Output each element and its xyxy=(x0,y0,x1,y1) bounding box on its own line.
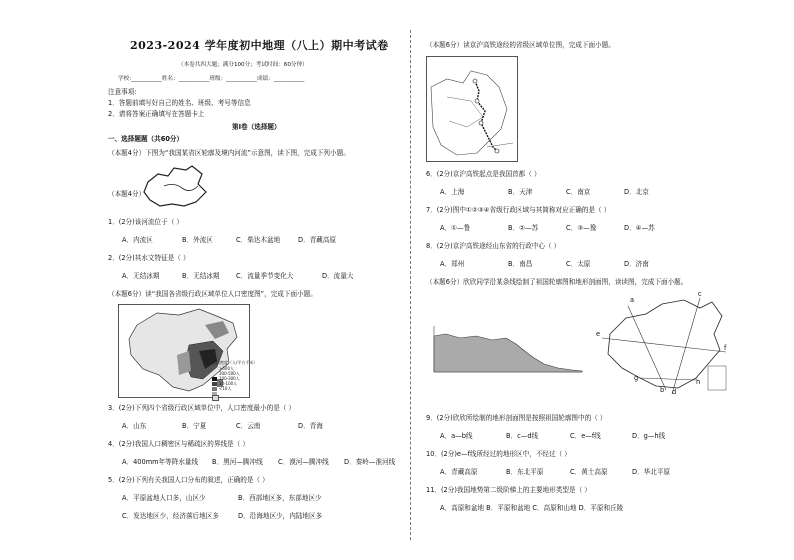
question-9: 9．(2分)欣欣所绘制的地形剖面图是按照祖国轮廓图中的（ ） xyxy=(426,414,607,422)
map-letter-h: h xyxy=(696,378,701,386)
q3-option-c[interactable]: C．云南 xyxy=(236,422,261,430)
q2-option-c[interactable]: C．流量季节变化大 xyxy=(236,272,294,280)
q4-option-d[interactable]: D．秦岭—淮河线 xyxy=(344,458,396,466)
map-letter-b: b xyxy=(660,386,665,394)
q10-option-b[interactable]: B．东北平原 xyxy=(506,468,544,476)
question-1: 1．(2分)该河流位于（ ） xyxy=(108,218,183,226)
note-item-2: 2．请将答案正确填写在答题卡上 xyxy=(108,110,205,118)
legend-label-1: >500人 xyxy=(219,366,234,371)
q4-option-b[interactable]: B．黑河—腾冲线 xyxy=(212,458,263,466)
question-intro-1-tag: （本题4分） xyxy=(108,190,146,198)
q4-option-c[interactable]: C．漠河—腾冲线 xyxy=(278,458,329,466)
q10-option-d[interactable]: D．华北平原 xyxy=(632,468,671,476)
right-column xyxy=(410,0,794,560)
map-letter-g: g xyxy=(634,374,639,382)
question-intro-3: （本题6分）读京沪高铁途经的省级区域单位图，完成下面小题。 xyxy=(426,41,615,49)
q7-option-a[interactable]: A．①—鲁 xyxy=(440,224,471,232)
q1-option-d[interactable]: D．青藏高原 xyxy=(298,236,337,244)
student-info-fields[interactable]: 学校:___________姓名：___________班级：___________成绩：___________ xyxy=(118,76,305,82)
question-6: 6．(2分)京沪高铁起点是我国首都（ ） xyxy=(426,170,541,178)
q5-option-a[interactable]: A．平原盆地人口多，山区少 xyxy=(122,494,206,502)
question-4: 4．(2分)我国人口稠密区与稀疏区的界线是（ ） xyxy=(108,440,249,448)
question-3: 3．(2分)下列四个省级行政区域单位中，人口密度最小的是（ ） xyxy=(108,404,296,412)
note-item-1: 1．答题前填写好自己的姓名、班级、考号等信息 xyxy=(108,99,251,107)
q7-option-d[interactable]: D．④—苏 xyxy=(624,224,655,232)
q6-option-d[interactable]: D．北京 xyxy=(624,188,649,196)
q10-option-a[interactable]: A．青藏高原 xyxy=(440,468,478,476)
exam-subtitle: （本卷共四大题；满分100分；考试时间：60分钟） xyxy=(178,62,308,68)
map-letter-e: e xyxy=(596,330,601,338)
terrain-profile-chart xyxy=(426,324,586,376)
q8-option-b[interactable]: B．南昌 xyxy=(508,260,533,268)
section-title: 第Ⅰ卷（选择题） xyxy=(232,123,281,131)
q6-option-c[interactable]: C．南京 xyxy=(566,188,591,196)
legend-swatch-5 xyxy=(212,395,219,401)
q5-option-c[interactable]: C．发达地区少，经济落后地区多 xyxy=(122,512,219,520)
q10-option-c[interactable]: C．黄土高原 xyxy=(570,468,608,476)
railway-route-map xyxy=(426,56,518,162)
q1-option-c[interactable]: C．柴达木盆地 xyxy=(236,236,281,244)
q9-option-b[interactable]: B．c—d线 xyxy=(506,432,539,440)
map-letter-f: f xyxy=(724,344,727,352)
q9-option-d[interactable]: D．g—h线 xyxy=(632,432,666,440)
map-letter-a: a xyxy=(630,296,635,304)
q1-option-b[interactable]: B．外流区 xyxy=(182,236,213,244)
map-legend-title: 人口密度（人/平方千米） xyxy=(212,360,258,365)
legend-label-4: 10-100人 xyxy=(219,381,238,386)
part1-heading: 一、选择题题（共60分） xyxy=(108,135,184,143)
q7-option-b[interactable]: B．②—苏 xyxy=(508,224,539,232)
legend-label-2: 300-500人 xyxy=(219,371,240,376)
q3-option-d[interactable]: D．青海 xyxy=(298,422,323,430)
map-letter-d: d xyxy=(672,388,677,396)
q9-option-a[interactable]: A．a—b线 xyxy=(440,432,473,440)
q8-option-d[interactable]: D．济南 xyxy=(624,260,649,268)
q1-option-a[interactable]: A．内流区 xyxy=(122,236,153,244)
q6-option-b[interactable]: B．天津 xyxy=(508,188,533,196)
notes-heading: 注意事项: xyxy=(108,88,137,96)
question-8: 8．(2分)京沪高铁途经山东省的行政中心（ ） xyxy=(426,242,561,250)
q2-option-b[interactable]: B．无结冰期 xyxy=(182,272,220,280)
question-5: 5．(2分)下列有关我国人口分布的叙述，正确的是（ ） xyxy=(108,476,269,484)
q2-option-d[interactable]: D．流量大 xyxy=(322,272,354,280)
question-2: 2．(2分)其水文特征是（ ） xyxy=(108,254,190,262)
legend-label-3: 100-300人 xyxy=(219,376,240,381)
map-letter-c: c xyxy=(698,290,702,298)
q9-option-c[interactable]: C．e—f线 xyxy=(570,432,601,440)
q8-option-c[interactable]: C．太原 xyxy=(566,260,591,268)
province-outline-map xyxy=(140,162,210,212)
q5-option-b[interactable]: B．西部地区多，东部地区少 xyxy=(238,494,322,502)
q3-option-b[interactable]: B．宁夏 xyxy=(182,422,207,430)
question-intro-2: （本题6分）读“我国各省级行政区域单位人口密度图”，完成下面小题。 xyxy=(108,290,317,298)
q4-option-a[interactable]: A．400mm年等降水量线 xyxy=(122,458,199,466)
question-intro-4: （本题6分）欣欣同学沿某条线绘制了祖国轮廓图和地形剖面图，读读图，完成下面小题。 xyxy=(426,278,688,286)
q11-options[interactable]: A．高原和盆地 B．平原和盆地 C．高原和山地 D．平原和丘陵 xyxy=(440,504,624,512)
exam-title: 2023-2024 学年度初中地理（八上）期中考试卷 xyxy=(130,39,389,52)
q7-option-c[interactable]: C．③—豫 xyxy=(566,224,597,232)
q8-option-a[interactable]: A．郑州 xyxy=(440,260,465,268)
question-10: 10．(2分)e—f线所经过的地形区中，不经过（ ） xyxy=(426,450,571,458)
q5-option-d[interactable]: D．沿海地区少，内陆地区多 xyxy=(238,512,323,520)
q6-option-a[interactable]: A．上海 xyxy=(440,188,465,196)
question-7: 7．(2分)图中①②③④省级行政区域与其简称对应正确的是（ ） xyxy=(426,206,611,214)
map-legend xyxy=(212,366,240,391)
china-outline-map xyxy=(596,290,732,398)
q2-option-a[interactable]: A．无结冰期 xyxy=(122,272,160,280)
legend-label-5: <10人 xyxy=(219,386,232,391)
q3-option-a[interactable]: A．山东 xyxy=(122,422,147,430)
question-11: 11．(2分)我国地势第二级阶梯上的主要地形类型是（ ） xyxy=(426,486,591,494)
question-intro-1: （本题4分）下图为“我国某省区轮廓及境内河流”示意图，读下图，完成下列小题。 xyxy=(108,149,350,157)
